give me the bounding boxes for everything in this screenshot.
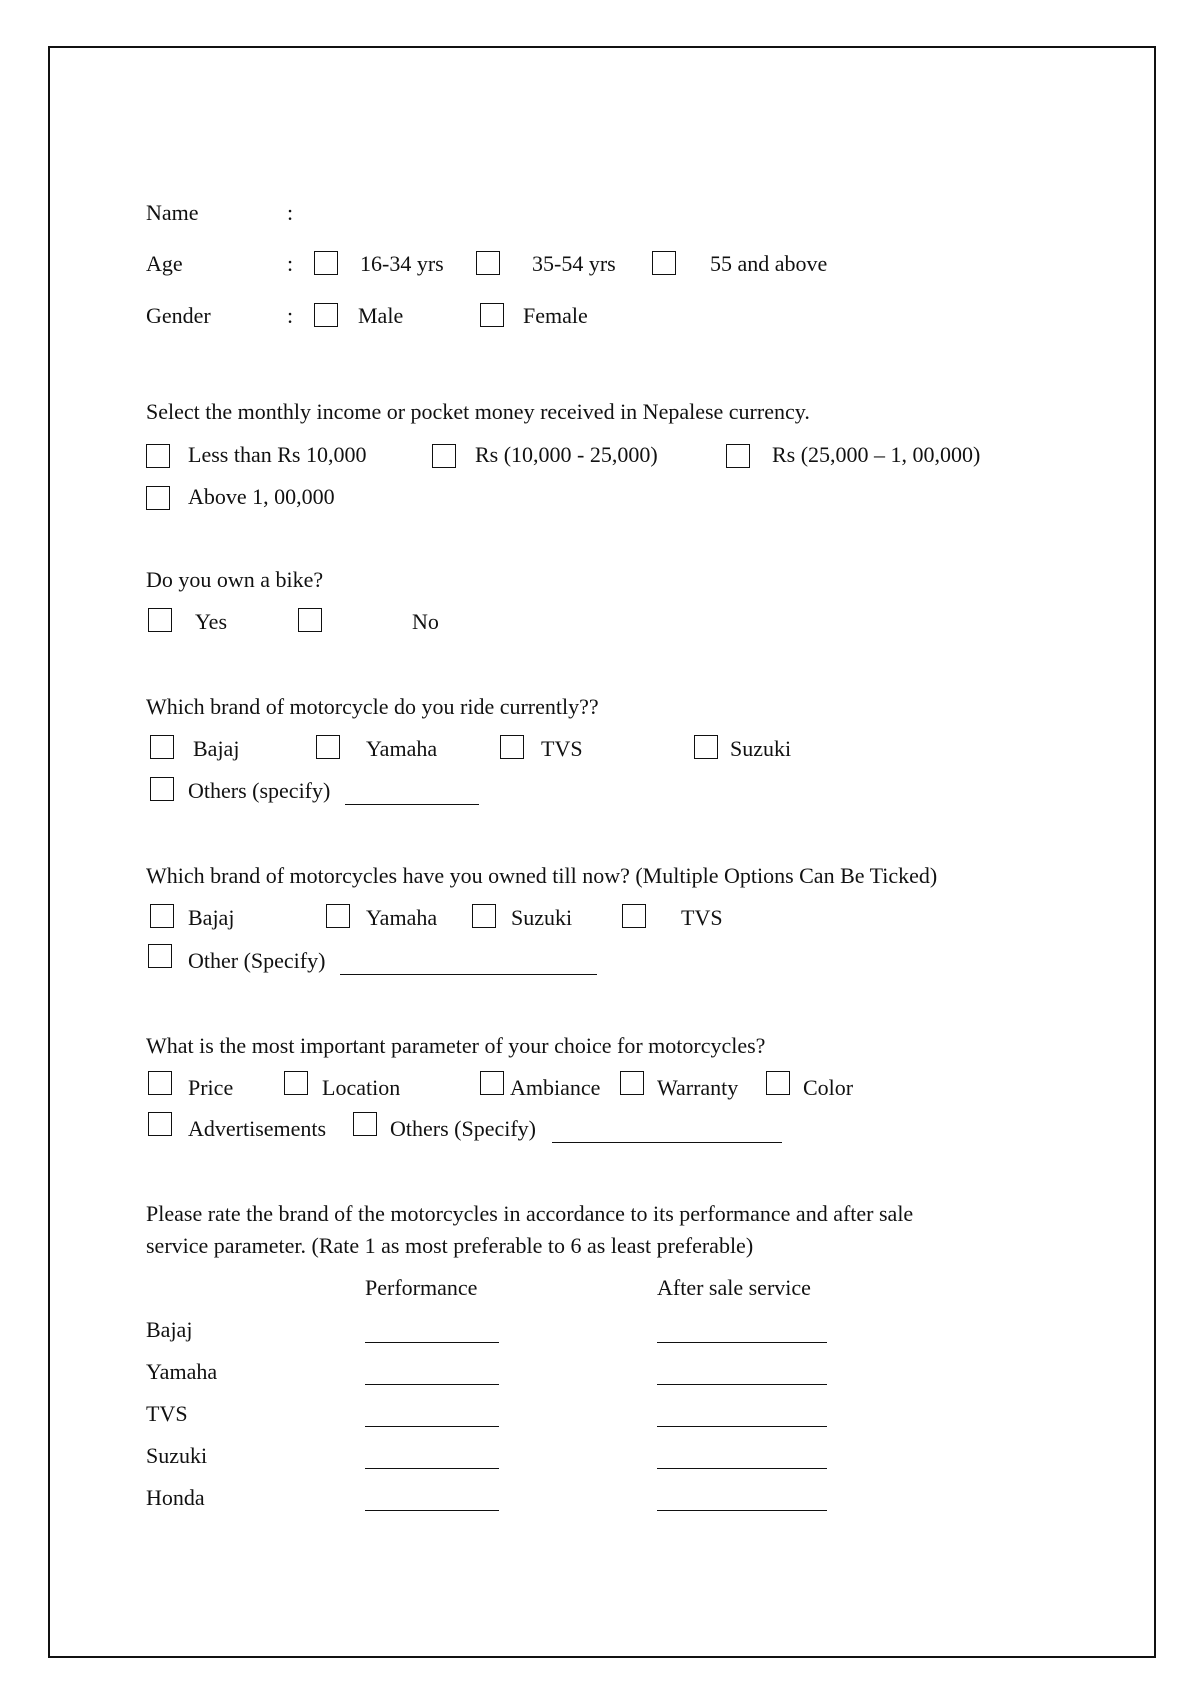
rating-yamaha-service-input[interactable] bbox=[657, 1384, 827, 1385]
own-bike-question: Do you own a bike? bbox=[146, 567, 324, 592]
parameter-ambiance-label: Ambiance bbox=[510, 1075, 601, 1100]
rating-suzuki-performance-input[interactable] bbox=[365, 1468, 499, 1469]
income-less-10000-label: Less than Rs 10,000 bbox=[188, 442, 367, 467]
current-brand-others-input[interactable] bbox=[345, 804, 479, 805]
income-25000-100000-checkbox[interactable] bbox=[726, 444, 750, 468]
current-brand-tvs-checkbox[interactable] bbox=[500, 735, 524, 759]
owned-brands-tvs-checkbox[interactable] bbox=[622, 904, 646, 928]
form-page-border bbox=[48, 46, 1156, 1658]
owned-brands-bajaj-label: Bajaj bbox=[188, 905, 235, 930]
own-bike-yes-label: Yes bbox=[195, 609, 228, 634]
rating-question-line1: Please rate the brand of the motorcycles in accordance to its performance and after sale bbox=[146, 1201, 914, 1226]
income-10000-25000-label: Rs (10,000 - 25,000) bbox=[475, 442, 658, 467]
parameter-location-label: Location bbox=[322, 1075, 401, 1100]
name-label: Name bbox=[146, 200, 199, 225]
age-colon: : bbox=[287, 251, 294, 276]
age-16-34-checkbox[interactable] bbox=[314, 251, 338, 275]
parameter-others-input[interactable] bbox=[552, 1142, 782, 1143]
parameter-warranty-label: Warranty bbox=[657, 1075, 739, 1100]
income-question: Select the monthly income or pocket money received in Nepalese currency. bbox=[146, 399, 810, 424]
rating-col-service: After sale service bbox=[657, 1275, 811, 1300]
gender-female-checkbox[interactable] bbox=[480, 303, 504, 327]
parameter-color-checkbox[interactable] bbox=[766, 1071, 790, 1095]
rating-suzuki-service-input[interactable] bbox=[657, 1468, 827, 1469]
parameter-question: What is the most important parameter of your choice for motorcycles? bbox=[146, 1033, 766, 1058]
rating-honda-service-input[interactable] bbox=[657, 1510, 827, 1511]
parameter-location-checkbox[interactable] bbox=[284, 1071, 308, 1095]
age-55-above-label: 55 and above bbox=[710, 251, 828, 276]
current-brand-others-checkbox[interactable] bbox=[150, 777, 174, 801]
age-label: Age bbox=[146, 251, 183, 276]
rating-tvs-service-input[interactable] bbox=[657, 1426, 827, 1427]
rating-yamaha-performance-input[interactable] bbox=[365, 1384, 499, 1385]
parameter-ambiance-checkbox[interactable] bbox=[480, 1071, 504, 1095]
rating-brand-suzuki: Suzuki bbox=[146, 1443, 208, 1468]
parameter-color-label: Color bbox=[803, 1075, 854, 1100]
rating-question-line2: service parameter. (Rate 1 as most preferable to 6 as least preferable) bbox=[146, 1233, 754, 1258]
own-bike-no-checkbox[interactable] bbox=[298, 608, 322, 632]
rating-bajaj-performance-input[interactable] bbox=[365, 1342, 499, 1343]
income-25000-100000-label: Rs (25,000 – 1, 00,000) bbox=[772, 442, 981, 467]
gender-male-checkbox[interactable] bbox=[314, 303, 338, 327]
owned-brands-suzuki-checkbox[interactable] bbox=[472, 904, 496, 928]
owned-brands-yamaha-checkbox[interactable] bbox=[326, 904, 350, 928]
parameter-price-label: Price bbox=[188, 1075, 234, 1100]
owned-brands-tvs-label: TVS bbox=[681, 905, 723, 930]
parameter-price-checkbox[interactable] bbox=[148, 1071, 172, 1095]
current-brand-suzuki-checkbox[interactable] bbox=[694, 735, 718, 759]
income-10000-25000-checkbox[interactable] bbox=[432, 444, 456, 468]
current-brand-tvs-label: TVS bbox=[541, 736, 583, 761]
owned-brands-yamaha-label: Yamaha bbox=[366, 905, 438, 930]
parameter-warranty-checkbox[interactable] bbox=[620, 1071, 644, 1095]
current-brand-bajaj-checkbox[interactable] bbox=[150, 735, 174, 759]
age-35-54-checkbox[interactable] bbox=[476, 251, 500, 275]
current-brand-others-label: Others (specify) bbox=[188, 778, 331, 803]
current-brand-suzuki-label: Suzuki bbox=[730, 736, 792, 761]
rating-bajaj-service-input[interactable] bbox=[657, 1342, 827, 1343]
age-16-34-label: 16-34 yrs bbox=[360, 251, 444, 276]
owned-brands-other-checkbox[interactable] bbox=[148, 944, 172, 968]
age-35-54-label: 35-54 yrs bbox=[532, 251, 616, 276]
current-brand-yamaha-checkbox[interactable] bbox=[316, 735, 340, 759]
current-brand-bajaj-label: Bajaj bbox=[193, 736, 240, 761]
income-above-100000-label: Above 1, 00,000 bbox=[188, 484, 335, 509]
rating-brand-honda: Honda bbox=[146, 1485, 205, 1510]
rating-col-performance: Performance bbox=[365, 1275, 478, 1300]
rating-brand-yamaha: Yamaha bbox=[146, 1359, 218, 1384]
age-55-above-checkbox[interactable] bbox=[652, 251, 676, 275]
income-less-10000-checkbox[interactable] bbox=[146, 444, 170, 468]
owned-brands-other-label: Other (Specify) bbox=[188, 948, 326, 973]
rating-honda-performance-input[interactable] bbox=[365, 1510, 499, 1511]
gender-female-label: Female bbox=[523, 303, 588, 328]
gender-label: Gender bbox=[146, 303, 211, 328]
owned-brands-question: Which brand of motorcycles have you owned till now? (Multiple Options Can Be Ticked) bbox=[146, 863, 938, 888]
income-above-100000-checkbox[interactable] bbox=[146, 486, 170, 510]
rating-brand-bajaj: Bajaj bbox=[146, 1317, 193, 1342]
gender-male-label: Male bbox=[358, 303, 404, 328]
parameter-advertisements-checkbox[interactable] bbox=[148, 1112, 172, 1136]
own-bike-no-label: No bbox=[412, 609, 439, 634]
current-brand-question: Which brand of motorcycle do you ride currently?? bbox=[146, 694, 599, 719]
rating-tvs-performance-input[interactable] bbox=[365, 1426, 499, 1427]
parameter-others-checkbox[interactable] bbox=[353, 1112, 377, 1136]
current-brand-yamaha-label: Yamaha bbox=[366, 736, 438, 761]
own-bike-yes-checkbox[interactable] bbox=[148, 608, 172, 632]
parameter-advertisements-label: Advertisements bbox=[188, 1116, 327, 1141]
name-colon: : bbox=[287, 200, 294, 225]
parameter-others-label: Others (Specify) bbox=[390, 1116, 537, 1141]
owned-brands-bajaj-checkbox[interactable] bbox=[150, 904, 174, 928]
owned-brands-other-input[interactable] bbox=[340, 974, 597, 975]
rating-brand-tvs: TVS bbox=[146, 1401, 188, 1426]
owned-brands-suzuki-label: Suzuki bbox=[511, 905, 573, 930]
gender-colon: : bbox=[287, 303, 294, 328]
